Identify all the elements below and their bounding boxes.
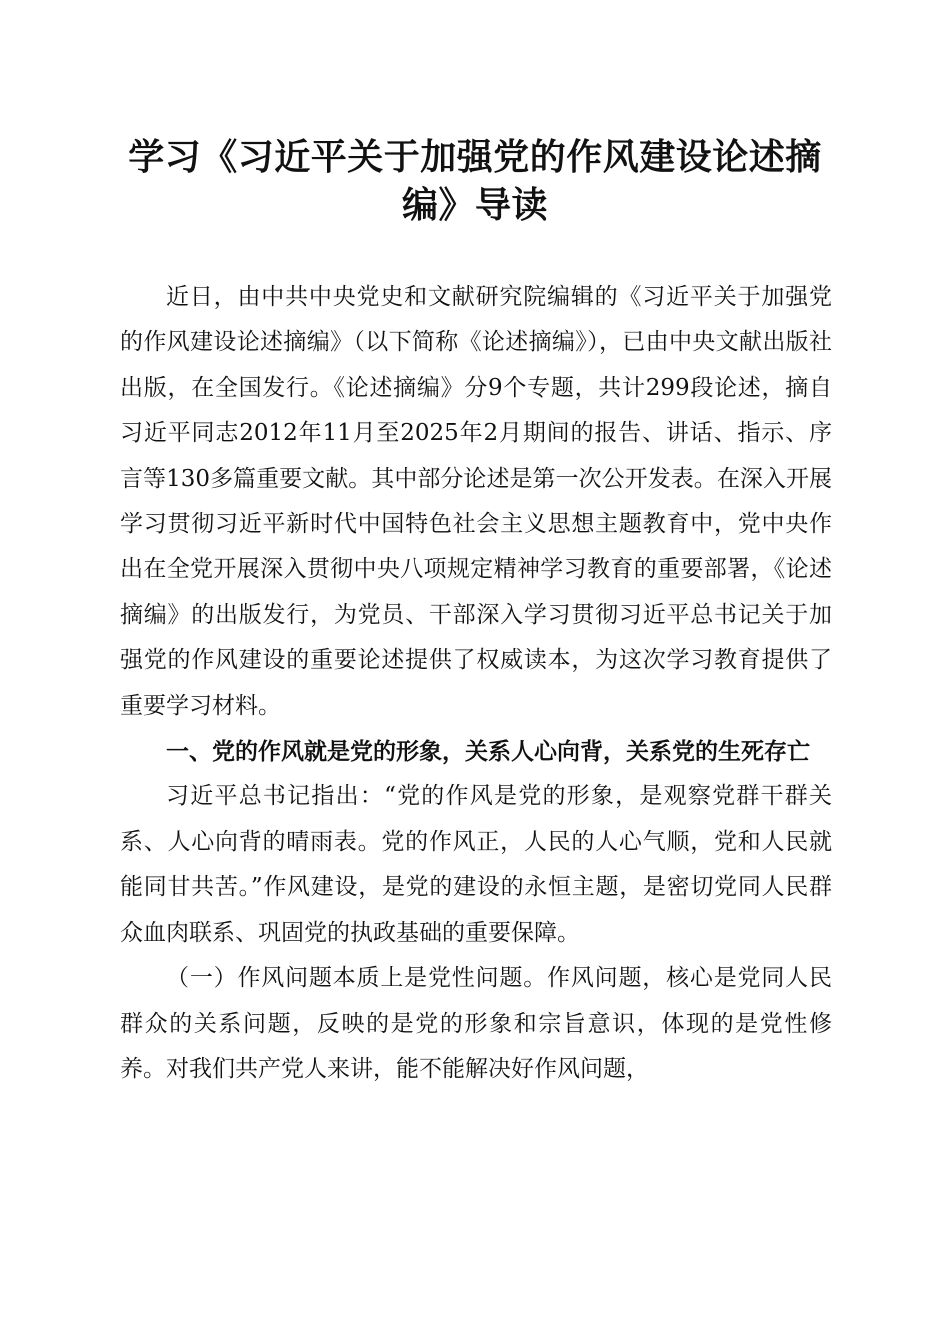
- section-1-paragraph: 习近平总书记指出：“党的作风是党的形象，是观察党群干群关系、人心向背的晴雨表。党的作风正，人民的人心气顺，党和人民就能同甘共苦。”作风建设，是党的建设的永恒主题，是密切党同人民群众血肉联系、巩固党的执政基础的重要保障。: [120, 783, 832, 946]
- subsection-1-paragraph: （一）作风问题本质上是党性问题。作风问题，核心是党同人民群众的关系问题，反映的是党的形象和宗旨意识，体现的是党性修养。对我们共产党人来讲，能不能解决好作风问题，: [120, 965, 832, 1082]
- section-heading-1: 一、党的作风就是党的形象，关系人心向背，关系党的生死存亡: [166, 738, 810, 766]
- document-body: [120, 275, 832, 1092]
- intro-paragraph: 近日，由中共中央党史和文献研究院编辑的《习近平关于加强党的作风建设论述摘编》（以下简称《论述摘编》），已由中央文献出版社出版，在全国发行。《论述摘编》分9个专题，共计299段论述，摘自习近平同志2012年11月至2025年2月期间的报告、讲话、指示、序言等130多篇重要文献。其中部分论述是第一次公开发表。在深入开展学习贯彻习近平新时代中国特色社会主义思想主题教育中，党中央作出在全党开展深入贯彻中央八项规定精神学习教育的重要部署，《论述摘编》的出版发行，为党员、干部深入学习贯彻习近平总书记关于加强党的作风建设的重要论述提供了权威读本，为这次学习教育提供了重要学习材料。: [120, 284, 832, 719]
- document-title: 学习《习近平关于加强党的作风建设论述摘编》导读: [128, 136, 822, 226]
